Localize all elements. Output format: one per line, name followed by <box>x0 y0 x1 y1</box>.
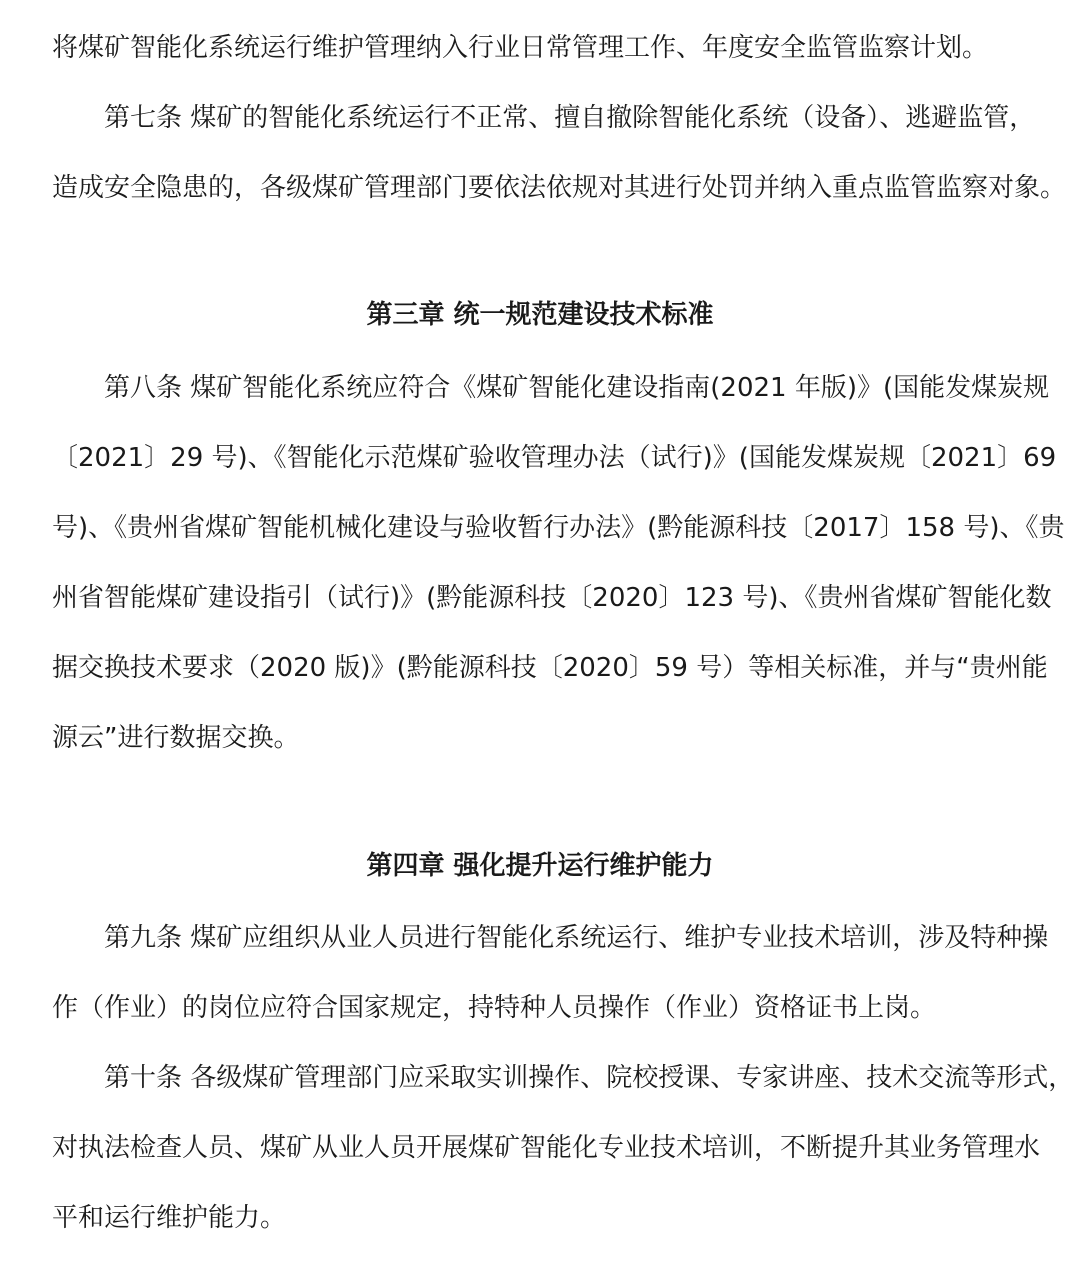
article-9-line-1: 第九条 煤矿应组织从业人员进行智能化系统运行、维护专业技术培训，涉及特种操 <box>104 923 1049 953</box>
article-8-line-3: 号)、《贵州省煤矿智能机械化建设与验收暂行办法》(黔能源科技〔2017〕158 号)、《贵 <box>52 513 1065 543</box>
article-10-line-3: 平和运行维护能力。 <box>52 1203 287 1233</box>
paragraph-line: 将煤矿智能化系统运行维护管理纳入行业日常管理工作、年度安全监管监察计划。 <box>52 33 989 63</box>
article-8-line-1: 第八条 煤矿智能化系统应符合《煤矿智能化建设指南(2021 年版)》(国能发煤炭规 <box>104 373 1050 403</box>
article-10-line-1: 第十条 各级煤矿管理部门应采取实训操作、院校授课、专家讲座、技术交流等形式， <box>104 1063 1075 1093</box>
article-8-line-4: 州省智能煤矿建设指引（试行)》(黔能源科技〔2020〕123 号)、《贵州省煤矿智能化数 <box>52 583 1052 613</box>
article-8-line-6: 源云”进行数据交换。 <box>52 723 300 753</box>
article-8-line-5: 据交换技术要求（2020 版)》(黔能源科技〔2020〕59 号）等相关标准，并与“贵州能 <box>52 653 1048 683</box>
article-7-line-1: 第七条 煤矿的智能化系统运行不正常、擅自撤除智能化系统（设备）、逃避监管， <box>104 103 1036 133</box>
article-9-line-2: 作（作业）的岗位应符合国家规定，持特种人员操作（作业）资格证书上岗。 <box>52 993 937 1023</box>
chapter-4-heading: 第四章 强化提升运行维护能力 <box>366 851 714 881</box>
article-7-line-2: 造成安全隐患的，各级煤矿管理部门要依法依规对其进行处罚并纳入重点监管监察对象。 <box>52 173 1067 203</box>
article-8-line-2: 〔2021〕29 号)、《智能化示范煤矿验收管理办法（试行)》(国能发煤炭规〔2021〕69 <box>52 443 1057 473</box>
chapter-3-heading: 第三章 统一规范建设技术标准 <box>366 300 714 330</box>
article-10-line-2: 对执法检查人员、煤矿从业人员开展煤矿智能化专业技术培训，不断提升其业务管理水 <box>52 1133 1041 1163</box>
